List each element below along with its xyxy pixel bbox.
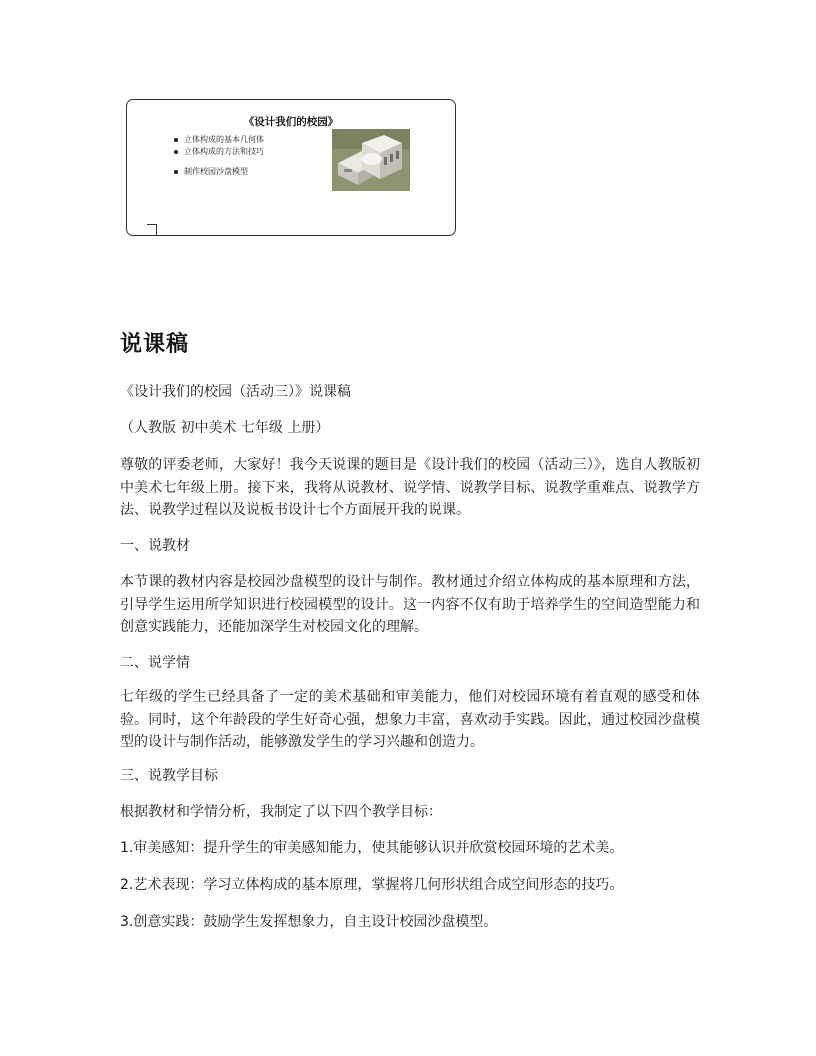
slide-bullet: 立体构成的基本几何体 <box>174 134 264 146</box>
section-1-title: 一、说教材 <box>120 538 190 554</box>
edition-line: （人教版 初中美术 七年级 上册） <box>120 420 330 436</box>
goal-2: 2.艺术表现：学习立体构成的基本原理，掌握将几何形状组合成空间形态的技巧。 <box>120 877 624 893</box>
goal-1: 1.审美感知：提升学生的审美感知能力，使其能够认识并欣赏校园环境的艺术美。 <box>120 840 624 856</box>
intro-paragraph: 尊敬的评委老师，大家好！我今天说课的题目是《设计我们的校园（活动三）》，选自人教版初中美术七年级上册。接下来，我将从说教材、说学情、说教学目标、说教学重难点、说教学方法、说教学过程以及说板书设计七个方面展开我的说课。 <box>120 457 700 518</box>
goal-3: 3.创意实践：鼓励学生发挥想象力，自主设计校园沙盘模型。 <box>120 914 498 930</box>
slide-bullet: 立体构成的方法和技巧 <box>174 146 264 158</box>
slide-thumbnail <box>126 99 456 236</box>
section-2-title: 二、说学情 <box>120 655 190 671</box>
section-1-body: 本节课的教材内容是校园沙盘模型的设计与制作。教材通过介绍立体构成的基本原理和方法，引导学生运用所学知识进行校园模型的设计。这一内容不仅有助于培养学生的空间造型能力和创意实践能力，还能加深学生对校园文化的理解。 <box>120 574 700 635</box>
slide-corner-mark <box>147 224 157 236</box>
section-3-intro: 根据教材和学情分析，我制定了以下四个教学目标： <box>120 804 442 820</box>
slide-bullet: 制作校园沙盘模型 <box>174 166 264 178</box>
document-heading: 说课稿 <box>120 332 190 357</box>
slide-bullet-list <box>174 134 264 178</box>
document-subtitle: 《设计我们的校园（活动三）》说课稿 <box>120 384 351 400</box>
section-3-title: 三、说教学目标 <box>120 768 218 784</box>
slide-title: 《设计我们的校园》 <box>243 116 339 128</box>
section-2-body: 七年级的学生已经具备了一定的美术基础和审美能力，他们对校园环境有着直观的感受和体验。同时，这个年龄段的学生好奇心强，想象力丰富，喜欢动手实践。因此，通过校园沙盘模型的设计与制作活动，能够激发学生的学习兴趣和创造力。 <box>120 689 700 750</box>
campus-model-photo <box>332 129 410 191</box>
